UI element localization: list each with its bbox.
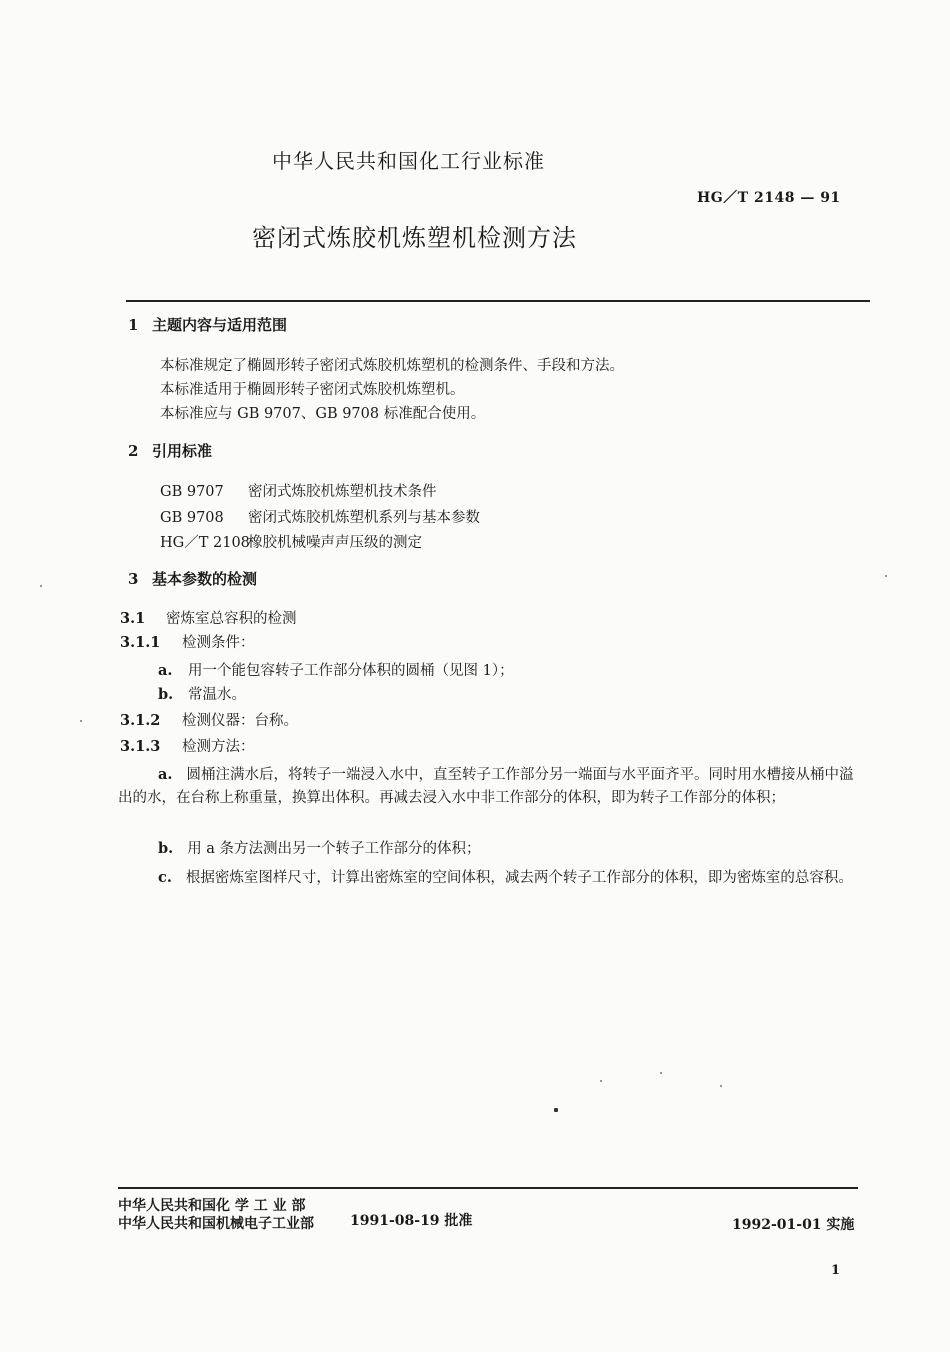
clause-3-1-3-b <box>118 837 864 861</box>
clause-3-1-1-b <box>158 683 246 704</box>
item-text: 常温水。 <box>188 687 246 703</box>
standard-code: HG／T 2148 — 91 <box>697 190 841 206</box>
section-2-heading <box>128 440 212 461</box>
item-text: 用一个能包容转子工作部分体积的圆桶（见图 1）； <box>188 663 514 679</box>
section-title: 主题内容与适用范围 <box>152 316 288 334</box>
clause-3-1-3-c <box>118 866 864 890</box>
item-text: 用 a 条方法测出另一个转子工作部分的体积； <box>187 841 481 857</box>
item-label: a. <box>158 662 173 679</box>
clause-text: 检测仪器：台称。 <box>182 713 298 729</box>
clause-text: 检测条件： <box>182 635 255 651</box>
section-1-line-3: 本标准应与 GB 9707、GB 9708 标准配合使用。 <box>160 406 486 422</box>
reference-code: GB 9708 <box>160 510 224 526</box>
scan-speck <box>660 1072 662 1074</box>
clause-number: 3.1.2 <box>120 712 161 729</box>
section-title: 引用标准 <box>152 442 213 460</box>
item-label: b. <box>158 686 174 703</box>
section-1-heading <box>128 314 287 335</box>
top-divider <box>126 300 870 302</box>
scan-speck <box>600 1080 602 1082</box>
clause-text: 密炼室总容积的检测 <box>166 611 297 627</box>
clause-3-1-2 <box>120 709 298 730</box>
section-number: 1 <box>128 316 139 334</box>
issuer-chemical-ministry: 中华人民共和国化 学 工 业 部 <box>118 1198 306 1214</box>
item-text: 圆桶注满水后，将转子一端浸入水中，直至转子工作部分另一端面与水平面齐平。同时用水槽接从桶中溢出的水，在台称上称重量，换算出体积。再减去浸入水中非工作部分的体积，即为转子工作部分的体积； <box>118 767 854 806</box>
reference-code: HG／T 2108 <box>160 535 250 551</box>
clause-3-1-1-a <box>158 659 514 680</box>
clause-3-1-3-a <box>118 763 864 810</box>
clause-number: 3.1 <box>120 610 146 627</box>
item-label: b. <box>158 840 174 857</box>
item-label: a. <box>158 766 173 783</box>
section-3-heading <box>128 568 257 589</box>
clause-number: 3.1.3 <box>120 738 161 755</box>
scan-speck <box>554 1108 558 1112</box>
clause-3-1-3 <box>120 735 255 756</box>
scan-speck <box>80 720 82 722</box>
section-title: 基本参数的检测 <box>152 570 258 588</box>
scan-speck <box>720 1085 722 1087</box>
item-label: c. <box>158 869 172 886</box>
effective-date: 1992-01-01 实施 <box>732 1217 855 1233</box>
reference-row <box>160 506 480 527</box>
bottom-divider <box>118 1187 858 1189</box>
section-number: 2 <box>128 442 139 460</box>
section-1-line-1: 本标准规定了椭圆形转子密闭式炼胶机炼塑机的检测条件、手段和方法。 <box>160 358 624 374</box>
approval-date: 1991-08-19 批准 <box>350 1213 473 1229</box>
reference-name: 橡胶机械噪声声压级的测定 <box>248 535 422 551</box>
scan-speck <box>40 585 42 587</box>
section-1-line-2: 本标准适用于椭圆形转子密闭式炼胶机炼塑机。 <box>160 382 465 398</box>
clause-3-1 <box>120 607 297 628</box>
reference-name: 密闭式炼胶机炼塑机技术条件 <box>248 484 437 500</box>
issuer-machinery-ministry: 中华人民共和国机械电子工业部 <box>118 1216 314 1232</box>
reference-row <box>160 531 422 552</box>
reference-name: 密闭式炼胶机炼塑机系列与基本参数 <box>248 510 480 526</box>
section-number: 3 <box>128 570 139 588</box>
reference-row <box>160 480 437 501</box>
issuing-body-header: 中华人民共和国化工行业标准 <box>272 149 545 173</box>
scan-speck <box>885 575 887 577</box>
reference-code: GB 9707 <box>160 484 224 500</box>
clause-3-1-1 <box>120 631 255 652</box>
clause-number: 3.1.1 <box>120 634 161 651</box>
page-number: 1 <box>831 1263 841 1278</box>
item-text: 根据密炼室图样尺寸，计算出密炼室的空间体积，减去两个转子工作部分的体积，即为密炼室的总容积。 <box>185 870 853 886</box>
clause-text: 检测方法： <box>182 739 255 755</box>
document-title: 密闭式炼胶机炼塑机检测方法 <box>252 224 577 252</box>
